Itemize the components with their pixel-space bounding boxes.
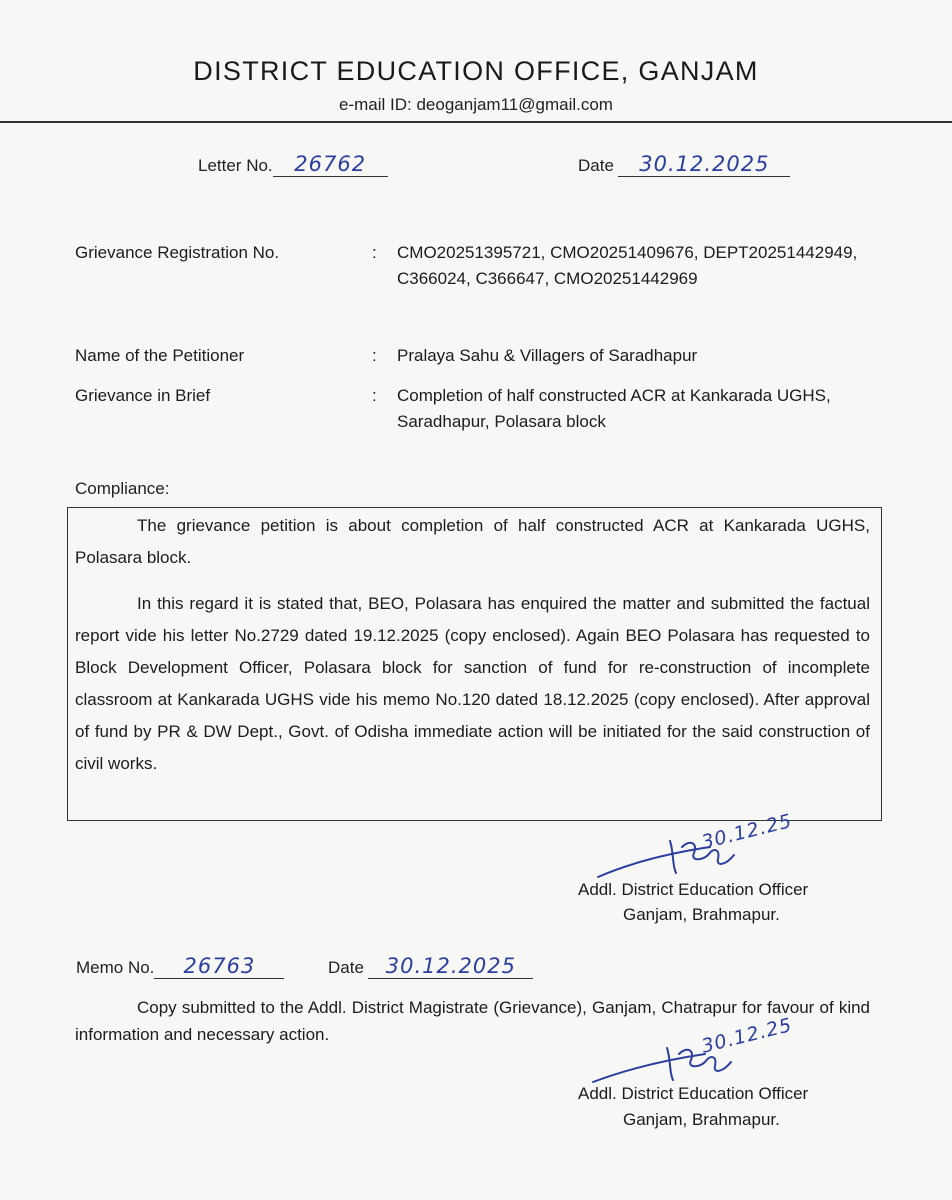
signature-2-designation: Addl. District Education Officer (578, 1084, 809, 1103)
memo-text: Copy submitted to the Addl. District Magistrate (Grievance), Ganjam, Chatrapur for favour of kind information and necessary action. (75, 998, 870, 1044)
letter-number-line (198, 152, 388, 177)
grievance-reg-value: CMO20251395721, CMO20251409676, DEPT20251442949, C366024, C366647, CMO20251442969 (397, 243, 858, 288)
petitioner-label: Name of the Petitioner (75, 346, 245, 365)
memo-date-value: 30.12.2025 (368, 954, 533, 979)
colon: : (372, 346, 377, 365)
signature-1-place: Ganjam, Brahmapur. (623, 905, 780, 924)
compliance-heading: Compliance: (75, 479, 170, 498)
letter-no-label: Letter No. (198, 156, 273, 175)
colon: : (372, 386, 377, 405)
header-divider (0, 121, 952, 123)
memo-number-line (76, 954, 284, 979)
signature-1-date: 30.12.25 (699, 809, 795, 854)
colon: : (372, 243, 377, 262)
grievance-reg-label: Grievance Registration No. (75, 243, 280, 262)
memo-date-label: Date (328, 958, 364, 977)
compliance-para-2: In this regard it is stated that, BEO, Polasara has enquired the matter and submitted the factual report vide his letter No.2729 dated 19.12.2025 (copy enclosed). Again BEO Polasara has requested to Block Development Officer, Polasara block for sanction of fund for re-construction of incomplete classroom at Kankarada UGHS vide his memo No.120 dated 18.12.2025 (copy enclosed). After approval of fund by PR & DW Dept., Govt. of Odisha immediate action will be initiated for the said construction of civil works. (75, 594, 870, 773)
memo-no-value: 26763 (154, 954, 284, 979)
grievance-brief-value: Completion of half constructed ACR at Kankarada UGHS, Saradhapur, Polasara block (397, 386, 831, 431)
memo-no-label: Memo No. (76, 958, 155, 977)
signature-1-designation: Addl. District Education Officer (578, 880, 809, 899)
signature-2-place: Ganjam, Brahmapur. (623, 1110, 780, 1129)
memo-date-line (328, 954, 533, 979)
letter-date-line (578, 152, 790, 177)
office-email: e-mail ID: deoganjam11@gmail.com (339, 95, 613, 114)
compliance-para-1: The grievance petition is about completion of half constructed ACR at Kankarada UGHS, Polasara block. (75, 516, 870, 567)
office-title: DISTRICT EDUCATION OFFICE, GANJAM (193, 56, 759, 86)
petitioner-value: Pralaya Sahu & Villagers of Saradhapur (397, 346, 698, 365)
letter-date-label: Date (578, 156, 614, 175)
letter-date-value: 30.12.2025 (618, 152, 790, 177)
letter-no-value: 26762 (273, 152, 388, 177)
grievance-brief-label: Grievance in Brief (75, 386, 211, 405)
signature-2-date: 30.12.25 (699, 1013, 795, 1058)
